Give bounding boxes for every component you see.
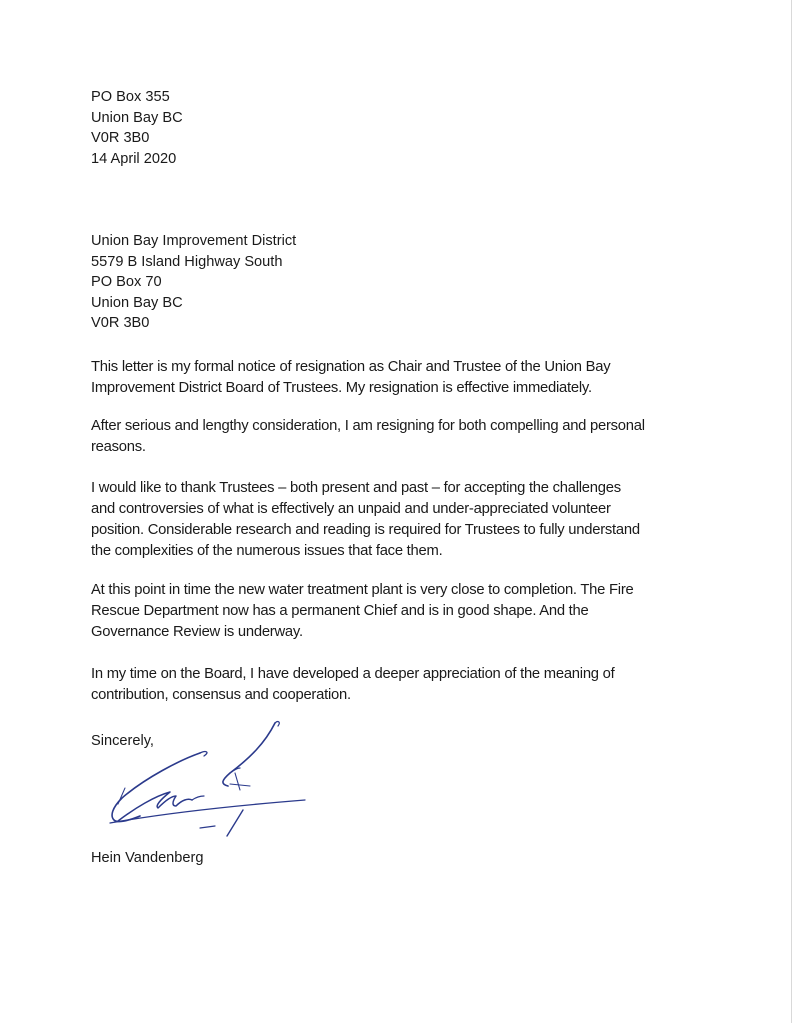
recipient-address bbox=[91, 231, 296, 334]
text-line: At this point in time the new water treatment plant is very close to completion. The Fire bbox=[91, 582, 634, 598]
text-line: After serious and lengthy consideration, I am resigning for both compelling and personal bbox=[91, 418, 645, 434]
text-line: position. Considerable research and reading is required for Trustees to fully understand bbox=[91, 522, 640, 538]
text-line: contribution, consensus and cooperation. bbox=[91, 687, 351, 703]
paragraph-reflection bbox=[91, 664, 731, 706]
page-edge bbox=[791, 0, 792, 1023]
paragraph-status bbox=[91, 580, 731, 643]
sender-line: PO Box 355 bbox=[91, 89, 170, 105]
letter-date: 14 April 2020 bbox=[91, 150, 177, 167]
text-line: This letter is my formal notice of resignation as Chair and Trustee of the Union Bay bbox=[91, 359, 611, 375]
recipient-line: 5579 B Island Highway South bbox=[91, 253, 283, 270]
text-line: and controversies of what is effectively an unpaid and under-appreciated volunteer bbox=[91, 501, 611, 517]
sender-line: Union Bay BC bbox=[91, 109, 183, 126]
recipient-line: PO Box 70 bbox=[91, 274, 162, 290]
text-line: Governance Review is underway. bbox=[91, 624, 303, 640]
paragraph-thanks bbox=[91, 478, 731, 562]
text-line: the complexities of the numerous issues that face them. bbox=[91, 543, 443, 559]
recipient-line: Union Bay Improvement District bbox=[91, 233, 297, 249]
sender-address bbox=[91, 87, 183, 169]
text-line: Rescue Department now has a permanent Chief and is in good shape. And the bbox=[91, 603, 589, 619]
text-line: In my time on the Board, I have developed a deeper appreciation of the meaning of bbox=[91, 666, 615, 682]
recipient-line: V0R 3B0 bbox=[91, 315, 150, 331]
handwritten-signature bbox=[100, 718, 320, 838]
paragraph-resignation-notice bbox=[91, 357, 731, 399]
signer-name: Hein Vandenberg bbox=[91, 850, 204, 866]
sender-line: V0R 3B0 bbox=[91, 130, 150, 146]
text-line: Improvement District Board of Trustees. My resignation is effective immediately. bbox=[91, 380, 592, 396]
paragraph-reasons bbox=[91, 416, 731, 458]
text-line: I would like to thank Trustees – both present and past – for accepting the challenges bbox=[91, 480, 621, 496]
closing: Sincerely, bbox=[91, 733, 154, 749]
recipient-line: Union Bay BC bbox=[91, 294, 183, 311]
text-line: reasons. bbox=[91, 439, 146, 455]
